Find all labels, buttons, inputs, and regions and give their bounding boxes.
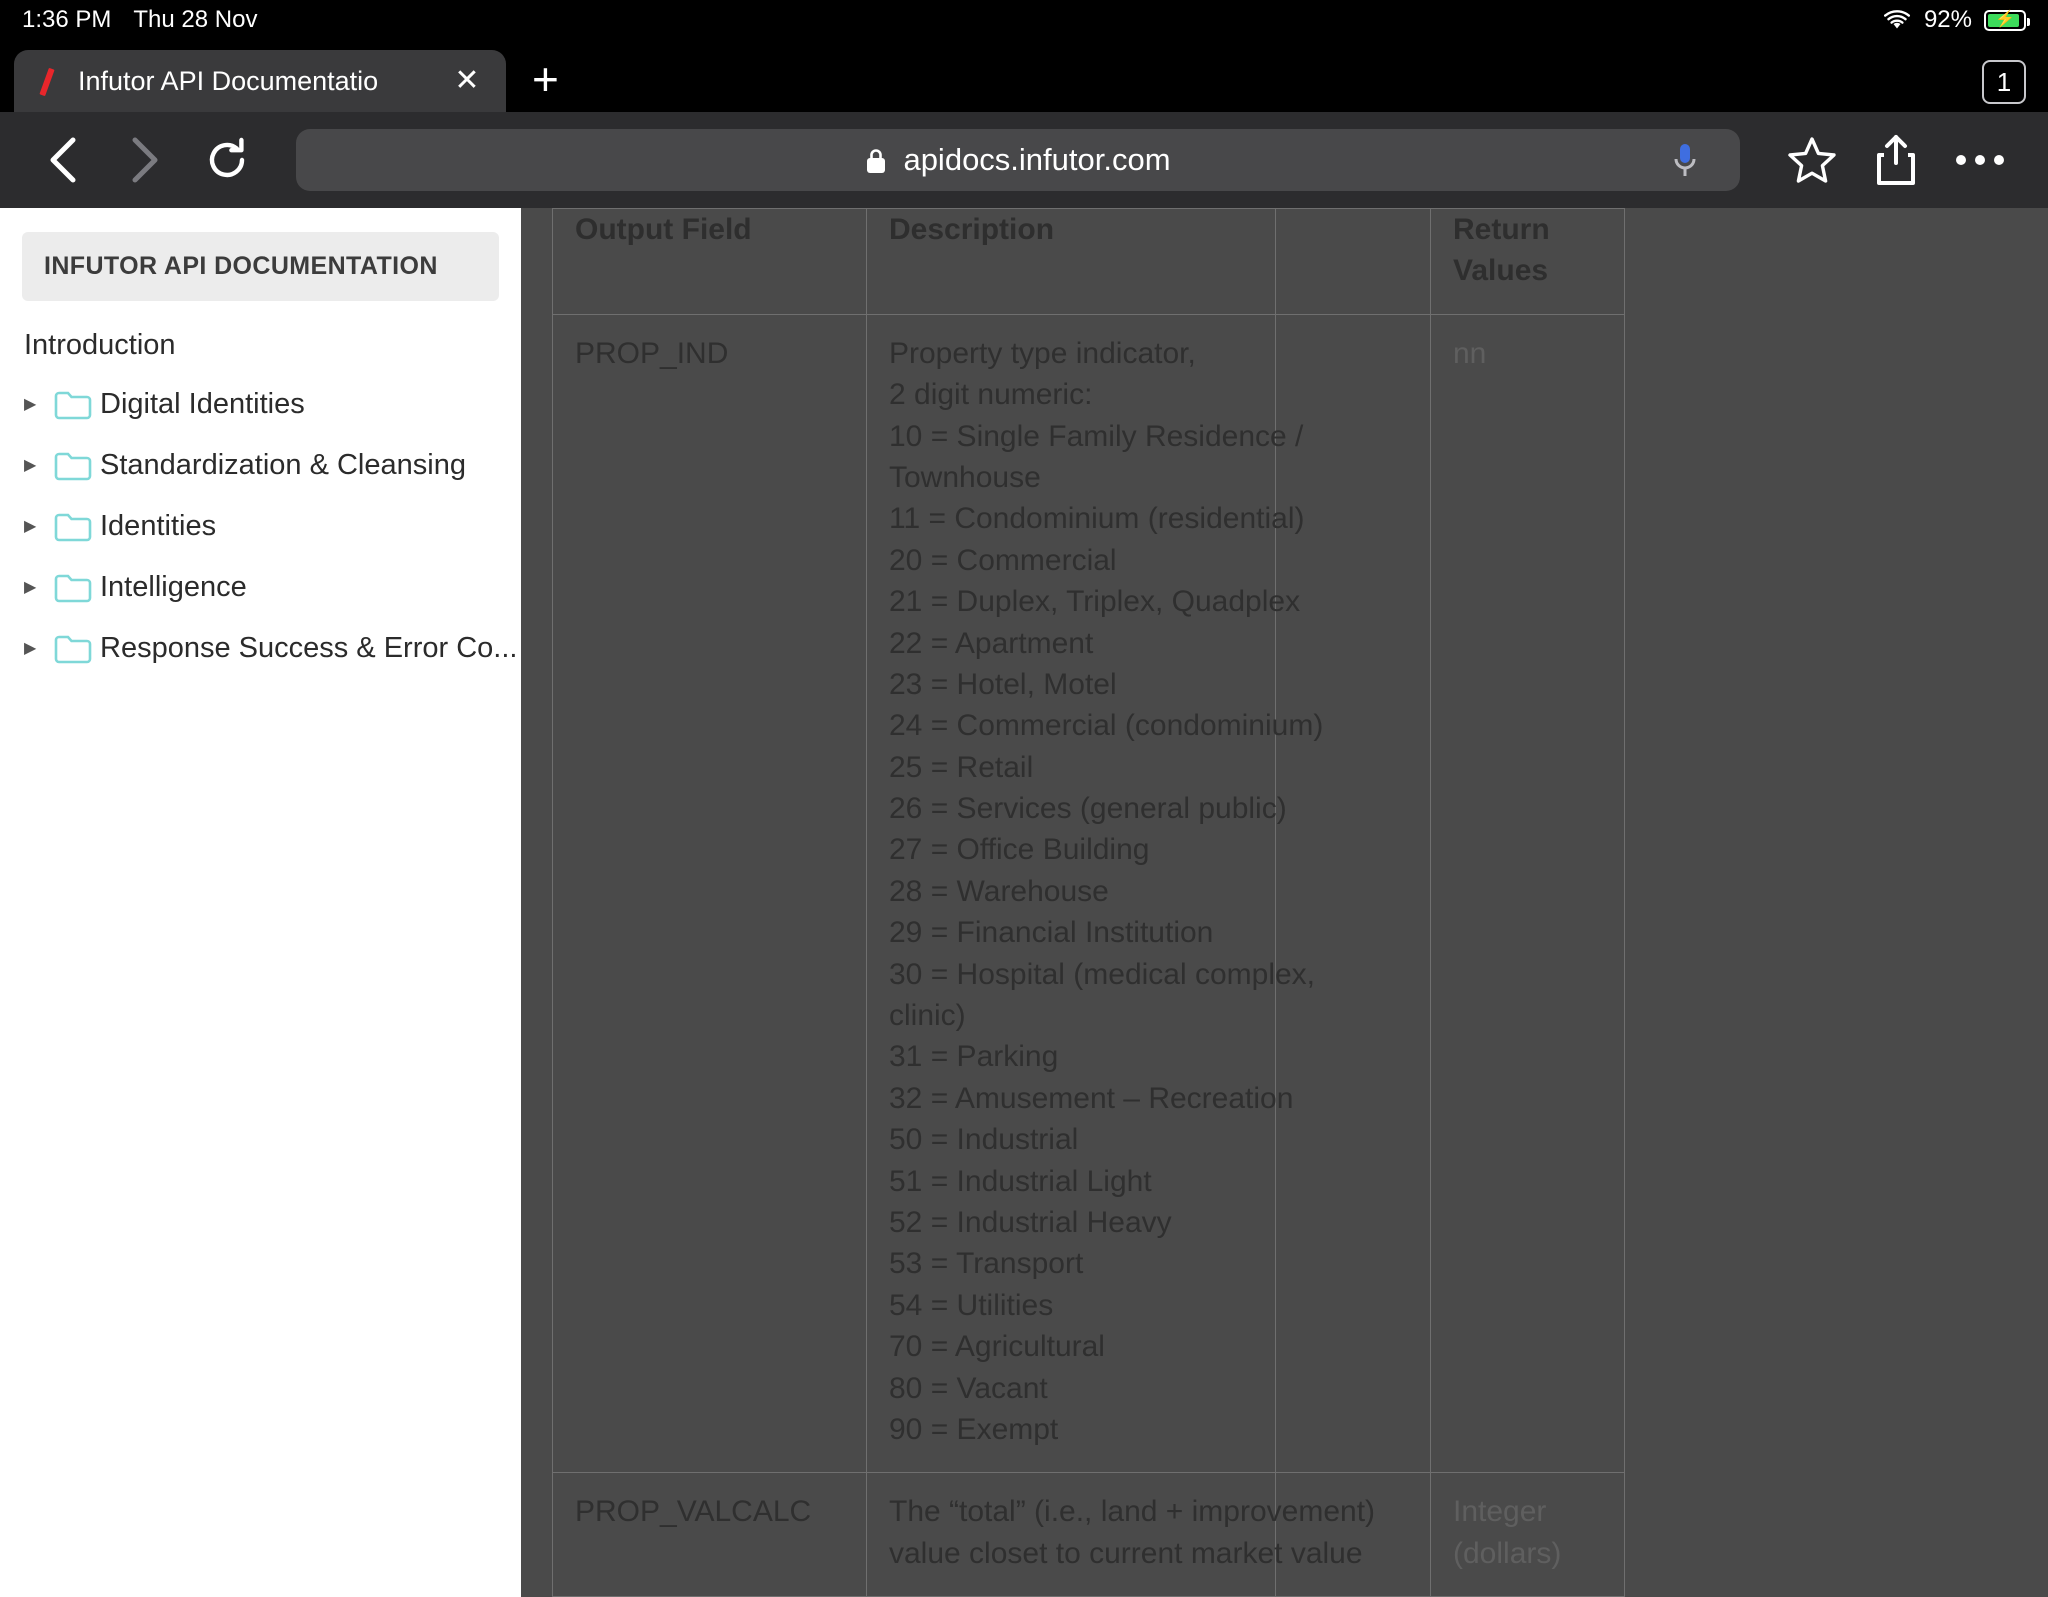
url-text: apidocs.infutor.com bbox=[903, 142, 1171, 177]
sidebar-item-response-success-error-codes[interactable] bbox=[0, 618, 521, 679]
column-header-output-field: Output Field bbox=[553, 209, 867, 315]
sidebar-item-label: Digital Identities bbox=[100, 388, 305, 420]
cell-output-field: PROP_IND bbox=[553, 314, 867, 1473]
folder-icon bbox=[54, 634, 100, 664]
desc-line: 11 = Condominium (residential) bbox=[889, 502, 1305, 536]
desc-line: 22 = Apartment bbox=[889, 626, 1094, 660]
address-bar[interactable] bbox=[296, 129, 1740, 191]
desc-line: 80 = Vacant bbox=[889, 1371, 1048, 1405]
desc-line: 54 = Utilities bbox=[889, 1288, 1054, 1322]
sidebar-nav-list bbox=[0, 374, 521, 679]
wifi-icon bbox=[1882, 9, 1912, 31]
sidebar-item-label: Response Success & Error Co... bbox=[100, 632, 518, 664]
sidebar-item-label: Standardization & Cleansing bbox=[100, 449, 466, 481]
sidebar-item-label: Intelligence bbox=[100, 571, 247, 603]
desc-line: clinic) bbox=[889, 999, 966, 1033]
sidebar-title-box bbox=[22, 232, 499, 301]
star-icon[interactable] bbox=[1770, 121, 1854, 199]
desc-line: 27 = Office Building bbox=[889, 833, 1150, 867]
cell-return-values: nn bbox=[1431, 314, 1625, 1473]
folder-icon bbox=[54, 451, 100, 481]
desc-line: 90 = Exempt bbox=[889, 1412, 1059, 1446]
browser-toolbar bbox=[0, 112, 2048, 208]
desc-line: 29 = Financial Institution bbox=[889, 916, 1214, 950]
desc-line: Townhouse bbox=[889, 460, 1041, 494]
return-value-line: Integer bbox=[1453, 1495, 1547, 1529]
sidebar-item-intelligence[interactable] bbox=[0, 557, 521, 618]
chevron-right-icon[interactable]: ▶ bbox=[24, 395, 37, 413]
desc-line: Property type indicator, bbox=[889, 336, 1196, 370]
status-time: 1:36 PM bbox=[22, 6, 112, 33]
table-header-row bbox=[553, 209, 1625, 315]
new-tab-button[interactable]: + bbox=[532, 53, 559, 105]
desc-line: 21 = Duplex, Triplex, Quadplex bbox=[889, 585, 1301, 619]
desc-line: 2 digit numeric: bbox=[889, 378, 1093, 412]
folder-icon bbox=[54, 573, 100, 603]
folder-icon bbox=[54, 512, 100, 542]
column-header-blank bbox=[1276, 209, 1431, 315]
close-icon[interactable]: ✕ bbox=[454, 64, 480, 97]
desc-line: 25 = Retail bbox=[889, 750, 1034, 784]
microphone-icon[interactable] bbox=[1672, 141, 1698, 179]
site-favicon bbox=[36, 66, 62, 96]
sidebar-item-identities[interactable] bbox=[0, 496, 521, 557]
share-icon[interactable] bbox=[1854, 121, 1938, 199]
reload-icon[interactable] bbox=[188, 121, 266, 199]
chevron-right-icon[interactable]: ▶ bbox=[24, 456, 37, 474]
desc-line: 51 = Industrial Light bbox=[889, 1164, 1152, 1198]
battery-charging-icon: ⚡ bbox=[1984, 10, 2026, 31]
table-row bbox=[553, 314, 1625, 1473]
sidebar-item-standardization-cleansing[interactable] bbox=[0, 435, 521, 496]
desc-line: 53 = Transport bbox=[889, 1247, 1084, 1281]
folder-icon bbox=[54, 390, 100, 420]
cell-blank bbox=[1276, 314, 1431, 1473]
ellipsis-icon[interactable] bbox=[1938, 121, 2022, 199]
cell-output-field: PROP_VALCALC bbox=[553, 1473, 867, 1597]
sidebar-item-digital-identities[interactable] bbox=[0, 374, 521, 435]
sidebar-title: INFUTOR API DOCUMENTATION bbox=[44, 252, 438, 280]
desc-line: The “total” (i.e., land + improvement) bbox=[889, 1495, 1376, 1529]
sidebar-item-label: Identities bbox=[100, 510, 217, 542]
page-viewport bbox=[0, 208, 2048, 1597]
tab-strip bbox=[0, 40, 2048, 112]
tab-count-button[interactable]: 1 bbox=[1982, 60, 2026, 104]
document-content bbox=[521, 208, 2048, 1597]
desc-line: 31 = Parking bbox=[889, 1040, 1059, 1074]
desc-line: value closet to current market value bbox=[889, 1536, 1363, 1570]
chevron-right-icon[interactable]: ▶ bbox=[24, 578, 37, 596]
output-fields-table bbox=[552, 208, 1625, 1597]
browser-tab[interactable] bbox=[14, 50, 506, 112]
chevron-right-icon[interactable]: ▶ bbox=[24, 639, 37, 657]
desc-line: 50 = Industrial bbox=[889, 1123, 1079, 1157]
desc-line: 23 = Hotel, Motel bbox=[889, 667, 1117, 701]
return-value-line: (dollars) bbox=[1453, 1536, 1562, 1570]
docs-sidebar bbox=[0, 208, 521, 1597]
desc-line: 26 = Services (general public) bbox=[889, 792, 1287, 826]
cell-blank bbox=[1276, 1473, 1431, 1597]
cell-return-values bbox=[1431, 1473, 1625, 1597]
desc-line: 52 = Industrial Heavy bbox=[889, 1205, 1172, 1239]
status-bar bbox=[0, 0, 2048, 40]
table-row bbox=[553, 1473, 1625, 1597]
status-date: Thu 28 Nov bbox=[133, 6, 258, 33]
desc-line: 32 = Amusement – Recreation bbox=[889, 1081, 1294, 1115]
column-header-return-values: Return Values bbox=[1431, 209, 1625, 315]
desc-line: 24 = Commercial (condominium) bbox=[889, 709, 1324, 743]
cell-description bbox=[867, 314, 1324, 1473]
chevron-right-icon[interactable]: ▶ bbox=[24, 517, 37, 535]
column-header-description: Description bbox=[867, 209, 1276, 315]
battery-percent: 92% bbox=[1923, 6, 1972, 33]
desc-line: 10 = Single Family Residence / bbox=[889, 419, 1304, 453]
chevron-right-icon[interactable] bbox=[104, 121, 182, 199]
desc-line: 28 = Warehouse bbox=[889, 874, 1109, 908]
lock-icon bbox=[865, 147, 887, 173]
desc-line: 20 = Commercial bbox=[889, 543, 1117, 577]
cell-description bbox=[867, 1473, 1376, 1597]
tab-title: Infutor API Documentatio bbox=[78, 65, 379, 96]
desc-line: 30 = Hospital (medical complex, bbox=[889, 957, 1316, 991]
chevron-left-icon[interactable] bbox=[26, 121, 104, 199]
sidebar-item-introduction[interactable]: Introduction bbox=[24, 329, 176, 361]
desc-line: 70 = Agricultural bbox=[889, 1330, 1105, 1364]
